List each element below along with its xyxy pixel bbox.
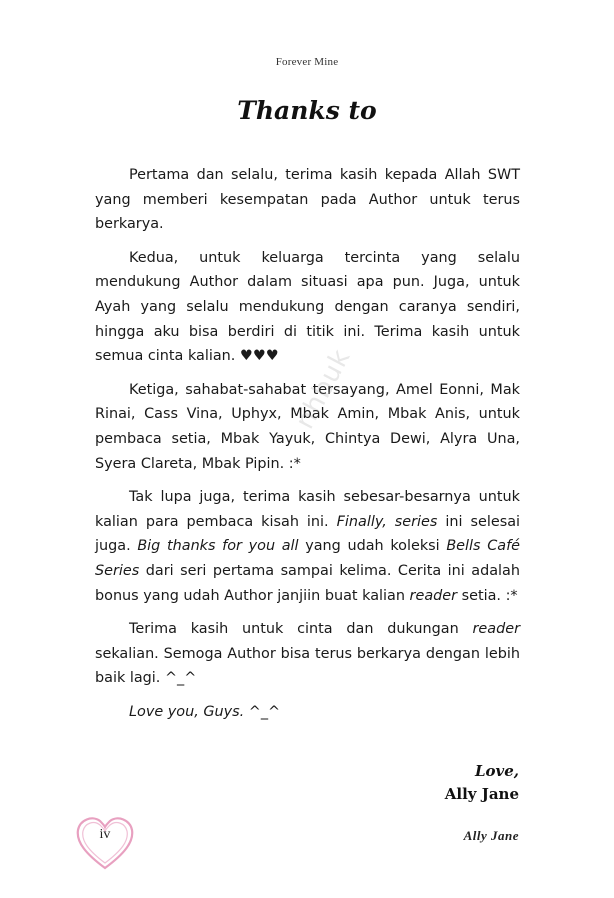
paragraph-6: [95, 700, 520, 725]
paragraph-5-text: Terima kasih untuk cinta dan dukungan: [129, 621, 473, 638]
paragraph-5-emphasis: reader: [472, 621, 520, 638]
signature-closing: Love,: [474, 762, 519, 780]
paragraph-4-text: setia. :*: [457, 587, 518, 604]
paragraph-4-text: dari seri pertama sampai kelima. Cerita ini adalah bonus yang udah Author janjiin buat kalian: [95, 562, 520, 604]
paragraph-4-emphasis: Big thanks for you all: [137, 538, 299, 555]
page-number: iv: [99, 827, 111, 842]
running-header: Forever Mine: [275, 56, 339, 68]
paragraph-2: Kedua, untuk keluarga tercinta yang selalu mendukung Author dalam situasi apa pun. Juga, untuk Ayah yang selalu mendukung dengan caranya sendiri, hingga aku bisa berdiri di titik ini. Terima kasih untuk semua cinta kalian. ♥♥♥: [95, 249, 520, 365]
paragraph-5-text: sekalian. Semoga Author bisa terus berkarya dengan lebih baik lagi. ^_^: [95, 645, 520, 687]
paragraph-4-text: ini selesai juga.: [95, 513, 521, 555]
paragraph-4-emphasis: Finally, series: [336, 513, 438, 530]
closing-line: Love you, Guys. ^_^: [129, 703, 281, 720]
paragraph-3: Ketiga, sahabat-sahabat tersayang, Amel Eonni, Mak Rinai, Cass Vina, Uphyx, Mbak Amin, Mbak Anis, untuk pembaca setia, Mbak Yayuk, Chintya Dewi, Alyra Una, Syera Clareta, Mbak Pipin. :*: [95, 381, 520, 472]
paragraph-1: Pertama dan selalu, terima kasih kepada Allah SWT yang memberi kesempatan pada Author untuk terus berkarya.: [95, 167, 520, 233]
paragraph-4-text: Tak lupa juga, terima kasih sebesar-besarnya untuk kalian para pembaca kisah ini.: [95, 489, 520, 530]
paragraph-4-text: yang udah koleksi: [298, 538, 447, 555]
footer-author: Ally Jane: [463, 828, 519, 843]
paragraph-5: [95, 617, 520, 691]
signature: [319, 760, 519, 806]
paragraph-4: [95, 485, 520, 608]
body-text: [95, 163, 520, 733]
page-title: Thanks to: [237, 96, 377, 125]
watermark: nhbuk: [290, 344, 357, 435]
heart-icon: [74, 812, 136, 874]
signature-name: Ally Jane: [444, 785, 519, 803]
paragraph-4-emphasis: Bells Café Series: [95, 538, 520, 579]
paragraph-4-emphasis: reader: [409, 587, 458, 604]
